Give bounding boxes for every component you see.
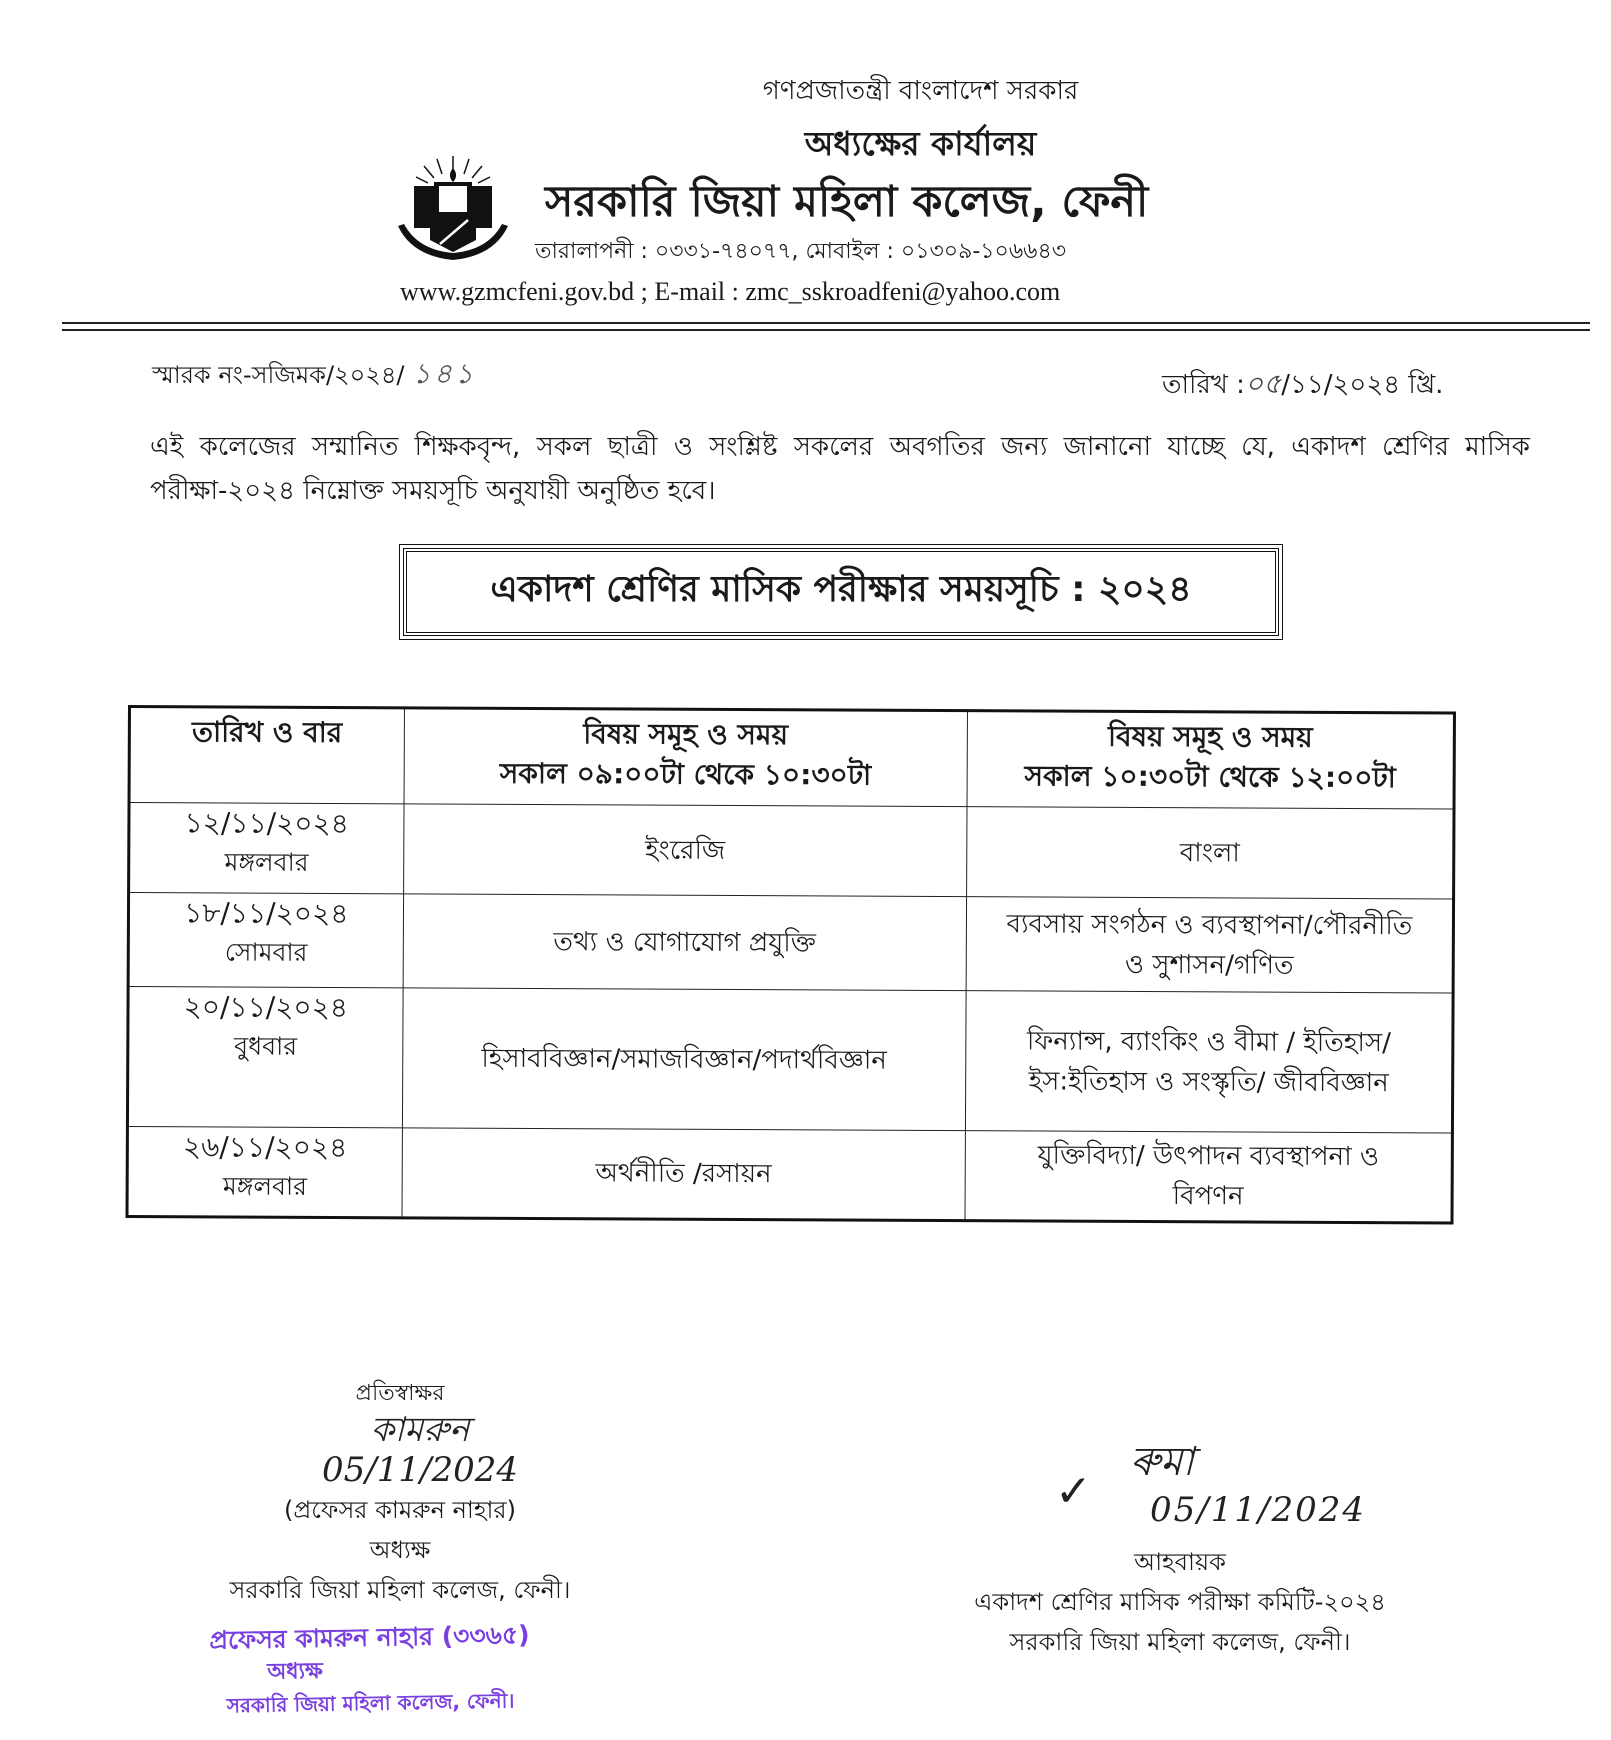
college-name: সরকারি জিয়া মহিলা কলেজ, ফেনী: [545, 177, 1149, 227]
exam-day: বুধবার: [234, 1031, 298, 1061]
convener-signature-area: [930, 1430, 1430, 1542]
date-day-cell: [127, 1127, 402, 1218]
convener-role: আহবায়ক: [1134, 1548, 1226, 1576]
header-slot-2: [967, 711, 1454, 809]
header-slot-2-time: সকাল ১০:৩০টা থেকে ১২:০০টা: [1024, 759, 1396, 795]
memo-prefix: স্মারক নং-সজিমক/২০২৪/: [152, 361, 405, 389]
slot-2-subject: যুক্তিবিদ্যা/ উৎপাদন ব্যবস্থাপনা ও বিপণন: [965, 1131, 1452, 1223]
principal-institution: সরকারি জিয়া মহিলা কলেজ, ফেনী।: [229, 1576, 571, 1604]
stamp-institution: সরকারি জিয়া মহিলা কলেজ, ফেনী।: [226, 1688, 515, 1718]
slot-2-subject: বাংলা: [967, 807, 1454, 899]
contact-numbers: তারালাপনী : ০৩৩১-৭৪০৭৭, মোবাইল : ০১৩০৯-১০৬৬৪৩: [535, 239, 1067, 264]
convener-signature: ৰুমা: [1130, 1439, 1194, 1485]
header-rule-bottom: [62, 329, 1590, 331]
stamp-name: প্রফেসর কামরুন নাহার (৩৩৬৫): [209, 1620, 530, 1655]
exam-date: ১৮/১১/২০২৪: [184, 896, 349, 931]
header-date-day: তারিখ ও বার: [129, 707, 404, 804]
government-heading: গণপ্রজাতন্ত্রী বাংলাদেশ সরকার: [762, 76, 1079, 106]
table-header-row: [129, 707, 1454, 809]
exam-day: মঙ্গলবার: [224, 847, 309, 877]
convener-committee: একাদশ শ্রেণির মাসিক পরীক্ষা কমিটি-২০২৪: [974, 1588, 1386, 1616]
date-rest: /১১/২০২৪ খ্রি.: [1281, 370, 1444, 400]
stamp-role: অধ্যক্ষ: [267, 1658, 324, 1685]
slot-1-subject: অর্থনীতি /রসায়ন: [402, 1128, 966, 1221]
date-day-cell: [129, 803, 404, 894]
table-row: [127, 987, 1453, 1133]
notice-paragraph: এই কলেজের সম্মানিত শিক্ষকবৃন্দ, সকল ছাত্রী ও সংশ্লিষ্ট সকলের অবগতির জন্য জানানো যাচ্ছে যে, একাদশ শ্রেণির মাসিক পরীক্ষা-২০২৪ নিম্নোক্ত সময়সূচি অনুযায়ী অনুষ্ঠিত হবে।: [150, 432, 1530, 506]
header-rule-top: [62, 322, 1590, 324]
exam-day: মঙ্গলবার: [222, 1171, 308, 1201]
exam-date: ২০/১১/২০২৪: [183, 990, 349, 1025]
principal-stamp: [189, 1617, 551, 1723]
memo-number: [152, 352, 476, 399]
website-email-line: www.gzmcfeni.gov.bd ; E-mail : zmc_sskroadfeni@yahoo.com: [400, 277, 1061, 306]
slot-2-subject: ফিন্যান্স, ব্যাংকিং ও বীমা / ইতিহাস/ ইস:ইতিহাস ও সংস্কৃতি/ জীববিজ্ঞান: [965, 991, 1453, 1133]
table-row: [127, 1127, 1452, 1223]
schedule-title-box: [403, 548, 1279, 636]
exam-day: সোমবার: [224, 937, 308, 967]
date-day-cell: [128, 893, 403, 988]
principal-name: (প্রফেসর কামরুন নাহার): [283, 1496, 516, 1524]
principal-signature-date: 05/11/2024: [322, 1450, 518, 1490]
exam-schedule-table: [125, 705, 1455, 1224]
convener-signature-date: 05/11/2024: [1150, 1490, 1366, 1530]
countersign-label: প্রতিস্বাক্ষর: [355, 1381, 445, 1406]
principal-signature: কামরুন: [370, 1410, 470, 1450]
countersign-block: [150, 1378, 650, 1610]
table-row: [128, 893, 1453, 993]
memo-handwritten-number: ১৪১: [412, 357, 477, 390]
header-slot-1-title: বিষয় সমূহ ও সময়: [583, 717, 789, 752]
schedule-title: একাদশ শ্রেণির মাসিক পরীক্ষার সময়সূচি : ২০২৪: [490, 569, 1192, 610]
slot-1-subject: ইংরেজি: [403, 804, 967, 897]
exam-date: ১২/১১/২০২৪: [184, 806, 349, 841]
date-handwritten-day: ০৫: [1244, 367, 1282, 400]
header-slot-2-title: বিষয় সমূহ ও সময়: [1107, 719, 1313, 754]
check-mark-icon: ✓: [1055, 1466, 1092, 1517]
issue-date: [1162, 362, 1443, 409]
convener-block: [930, 1430, 1430, 1662]
table-row: [129, 803, 1454, 899]
header-slot-1-time: সকাল ০৯:০০টা থেকে ১০:৩০টা: [499, 756, 872, 792]
exam-date: ২৬/১১/২০২৪: [182, 1130, 348, 1165]
slot-1-subject: হিসাববিজ্ঞান/সমাজবিজ্ঞান/পদার্থবিজ্ঞান: [402, 988, 966, 1131]
principal-role: অধ্যক্ষ: [369, 1536, 431, 1564]
date-label: তারিখ :: [1162, 370, 1245, 400]
office-heading: অধ্যক্ষের কার্যালয়: [804, 124, 1037, 163]
date-day-cell: [127, 987, 402, 1128]
header-slot-1: [404, 708, 968, 807]
convener-institution: সরকারি জিয়া মহিলা কলেজ, ফেনী।: [1009, 1628, 1351, 1656]
slot-1-subject: তথ্য ও যোগাযোগ প্রযুক্তি: [403, 894, 967, 991]
slot-2-subject: ব্যবসায় সংগঠন ও ব্যবস্থাপনা/পৌরনীতি ও সুশাসন/গণিত: [966, 897, 1453, 993]
college-crest-icon: [392, 152, 514, 264]
